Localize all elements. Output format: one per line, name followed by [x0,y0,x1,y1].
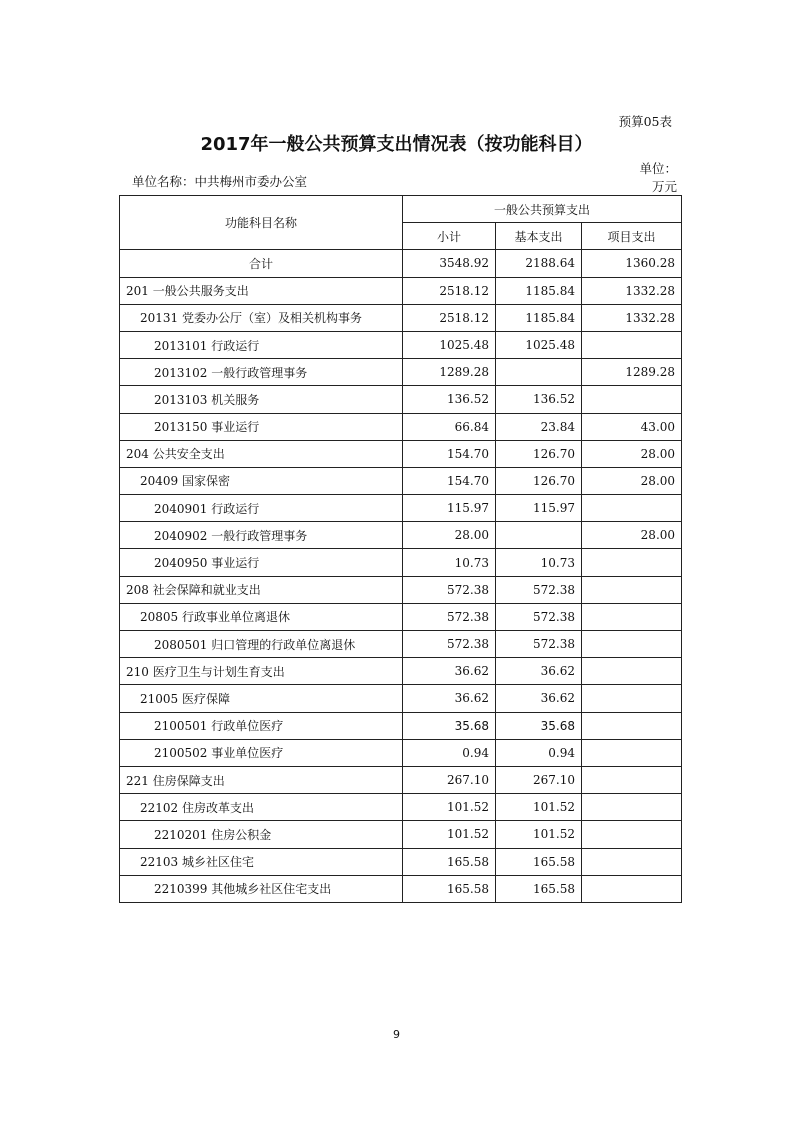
row-subtotal: 136.52 [403,386,496,413]
table-row [120,440,682,467]
col-group-header: 一般公共预算支出 [403,196,682,223]
row-subtotal: 267.10 [403,766,496,793]
row-subtotal: 101.52 [403,821,496,848]
row-name: 20805 行政事业单位离退休 [120,603,403,630]
page-number: 9 [393,1028,400,1041]
row-subtotal: 66.84 [403,413,496,440]
row-name: 2013101 行政运行 [120,331,403,358]
table-row [120,331,682,358]
table-row [120,875,682,902]
row-project [582,794,682,821]
row-name: 2013102 一般行政管理事务 [120,359,403,386]
row-subtotal: 1025.48 [403,331,496,358]
row-name: 2013103 机关服务 [120,386,403,413]
row-basic: 36.62 [496,685,582,712]
row-basic: 136.52 [496,386,582,413]
table-row [120,495,682,522]
row-name: 21005 医疗保障 [120,685,403,712]
row-basic: 126.70 [496,440,582,467]
row-project [582,848,682,875]
table-row [120,821,682,848]
row-project: 28.00 [582,522,682,549]
row-basic: 36.62 [496,658,582,685]
table-row [120,413,682,440]
row-subtotal: 3548.92 [403,250,496,277]
row-basic: 1185.84 [496,304,582,331]
row-subtotal: 0.94 [403,739,496,766]
row-basic: 165.58 [496,848,582,875]
row-project: 1289.28 [582,359,682,386]
table-row [120,848,682,875]
row-name: 22102 住房改革支出 [120,794,403,821]
row-project: 28.00 [582,467,682,494]
row-name: 208 社会保障和就业支出 [120,576,403,603]
row-basic [496,359,582,386]
row-name: 合计 [120,250,403,277]
row-name: 2040950 事业运行 [120,549,403,576]
row-project [582,386,682,413]
row-basic: 572.38 [496,576,582,603]
row-subtotal: 101.52 [403,794,496,821]
table-row [120,304,682,331]
row-name: 20131 党委办公厅（室）及相关机构事务 [120,304,403,331]
row-name: 20409 国家保密 [120,467,403,494]
row-project [582,658,682,685]
row-project [582,739,682,766]
row-subtotal: 572.38 [403,576,496,603]
table-row [120,658,682,685]
row-name: 22103 城乡社区住宅 [120,848,403,875]
row-basic: 1185.84 [496,277,582,304]
row-project [582,821,682,848]
row-subtotal: 572.38 [403,603,496,630]
row-name: 2210201 住房公积金 [120,821,403,848]
table-row [120,603,682,630]
row-name: 2100502 事业单位医疗 [120,739,403,766]
table-row [120,631,682,658]
row-project: 1332.28 [582,277,682,304]
table-row [120,549,682,576]
row-project [582,766,682,793]
table-row [120,766,682,793]
row-subtotal: 10.73 [403,549,496,576]
row-basic: 23.84 [496,413,582,440]
budget-table [119,195,682,903]
row-basic: 10.73 [496,549,582,576]
row-project: 1360.28 [582,250,682,277]
row-basic: 126.70 [496,467,582,494]
row-project [582,631,682,658]
row-name: 2100501 行政单位医疗 [120,712,403,739]
row-name: 204 公共安全支出 [120,440,403,467]
row-basic [496,522,582,549]
table-row [120,685,682,712]
row-project [582,685,682,712]
row-project [582,331,682,358]
table-row [120,277,682,304]
row-project: 43.00 [582,413,682,440]
row-project [582,712,682,739]
row-subtotal: 36.62 [403,658,496,685]
row-subtotal: 572.38 [403,631,496,658]
form-number: 预算05表 [618,114,672,129]
row-basic: 267.10 [496,766,582,793]
table-row [120,576,682,603]
row-basic: 0.94 [496,739,582,766]
row-project [582,495,682,522]
unit-name: 单位名称：中共梅州市委办公室 [132,174,308,189]
row-project [582,576,682,603]
table-row [120,522,682,549]
col-header-project: 项目支出 [582,223,682,250]
row-name: 2210399 其他城乡社区住宅支出 [120,875,403,902]
row-basic: 1025.48 [496,331,582,358]
row-basic: 35.68 [496,712,582,739]
table-row [120,359,682,386]
row-basic: 572.38 [496,631,582,658]
table-row [120,467,682,494]
row-subtotal: 154.70 [403,467,496,494]
row-basic: 2188.64 [496,250,582,277]
table-row [120,794,682,821]
col-header-name: 功能科目名称 [120,196,403,250]
row-name: 2040901 行政运行 [120,495,403,522]
row-name: 2080501 归口管理的行政单位离退休 [120,631,403,658]
row-subtotal: 36.62 [403,685,496,712]
row-subtotal: 35.68 [403,712,496,739]
table-row [120,386,682,413]
row-project [582,875,682,902]
unit-label: 单位：万元 [639,161,677,194]
row-name: 210 医疗卫生与计划生育支出 [120,658,403,685]
row-name: 221 住房保障支出 [120,766,403,793]
row-subtotal: 165.58 [403,848,496,875]
col-header-subtotal: 小计 [403,223,496,250]
table-row [120,712,682,739]
table-row [120,739,682,766]
row-project: 1332.28 [582,304,682,331]
row-basic: 101.52 [496,794,582,821]
row-name: 2040902 一般行政管理事务 [120,522,403,549]
row-subtotal: 28.00 [403,522,496,549]
row-basic: 101.52 [496,821,582,848]
col-header-basic: 基本支出 [496,223,582,250]
row-subtotal: 2518.12 [403,277,496,304]
row-name: 2013150 事业运行 [120,413,403,440]
row-basic: 115.97 [496,495,582,522]
row-basic: 165.58 [496,875,582,902]
row-name: 201 一般公共服务支出 [120,277,403,304]
row-subtotal: 2518.12 [403,304,496,331]
row-subtotal: 154.70 [403,440,496,467]
table-row-total [120,250,682,277]
row-project [582,549,682,576]
page-title: 2017年一般公共预算支出情况表（按功能科目） [200,134,593,155]
row-project [582,603,682,630]
row-basic: 572.38 [496,603,582,630]
row-subtotal: 115.97 [403,495,496,522]
row-subtotal: 165.58 [403,875,496,902]
row-subtotal: 1289.28 [403,359,496,386]
row-project: 28.00 [582,440,682,467]
